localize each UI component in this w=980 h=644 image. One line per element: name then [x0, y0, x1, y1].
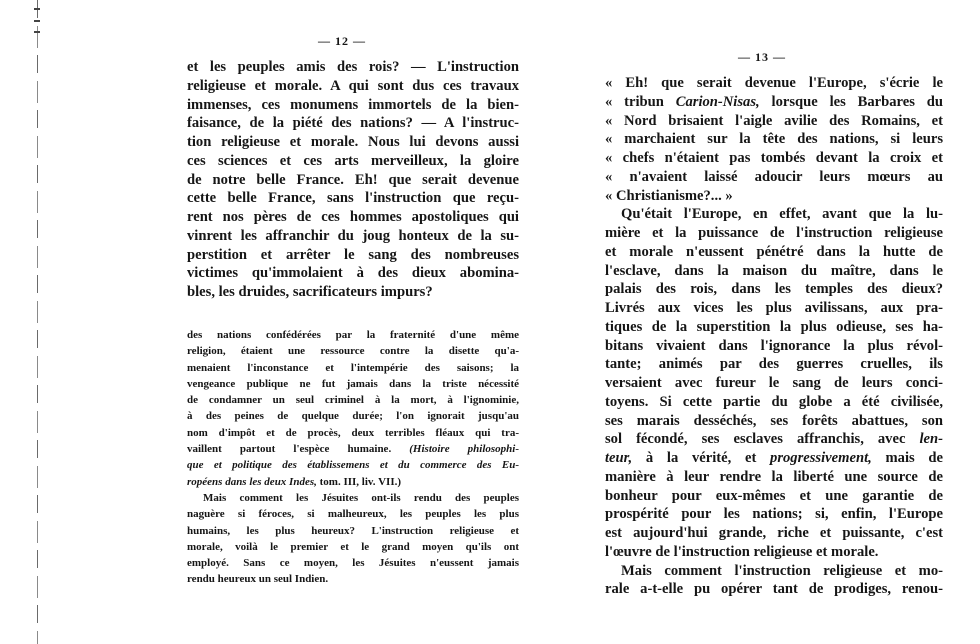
footnote-line: naguère si féroces, si malheureux, les peuples les plus: [187, 508, 519, 521]
footnote-line: des nations confédérées par la fraternité d'une même: [187, 329, 519, 341]
text-line: est aujourd'hui grande, riche et puissante, c'est: [605, 525, 943, 541]
text-line: toyens. Si cette partie du globe a été civilisée,: [605, 393, 943, 410]
footnote-text: vaillent partout l'espèce humaine.: [187, 443, 392, 456]
text-line: Livrés aux vices les plus avilissans, aux pra-: [605, 300, 943, 316]
footnote-line: nom d'impôt et de procès, deux terribles fléaux qui tra-: [187, 426, 519, 439]
text-line: cette belle France, sans l'instruction que reçu-: [187, 190, 519, 207]
text-line: perstition et arrêter le sang des nombreuses: [187, 246, 519, 263]
text-line: palais des rois, dans les temples des dieux?: [605, 281, 943, 298]
text-line: l'esclave, dans la maison du maître, dans le: [605, 262, 943, 279]
text-segment: mais de: [871, 450, 943, 466]
footnote-line: à des peines de quelque durée; l'on ignorait jusqu'au: [187, 410, 519, 423]
text-line: immenses, ces monumens immortels de la bien-: [187, 96, 519, 113]
quote-line: « Nord brisaient l'aigle avilie des Romains, et: [605, 112, 943, 129]
text-line: bles, les druides, sacrificateurs impurs?: [187, 284, 433, 300]
quote-text: « tribun: [605, 93, 676, 110]
text-line: victimes qu'immolaient à des dieux abomina-: [187, 265, 519, 282]
quote-line: « n'avaient laissé adoucir leurs mœurs au: [605, 168, 943, 185]
text-line: et les peuples amis des rois? — L'instruction: [187, 59, 519, 75]
citation-title: (Histoire philosophi-: [409, 443, 520, 456]
italic-word: teur,: [605, 450, 633, 466]
text-line: Qu'était l'Europe, en effet, avant que la lu-: [621, 206, 943, 223]
text-line: rent nos pères de ces hommes apostoliques qui: [187, 209, 519, 225]
text-line: tante; animés par des guerres cruelles, ils: [605, 356, 943, 373]
text-line: faisance, de la piété des nations? — A l'instruc-: [187, 115, 519, 132]
text-line: et morale n'eussent pénétré dans la hutte de: [605, 243, 943, 260]
quote-line: « marchaient sur la tête des nations, si leurs: [605, 131, 943, 148]
text-line: manière à leur rendre la liberté une source de: [605, 468, 943, 485]
text-line: mière et la puissance de l'instruction religieuse: [605, 225, 943, 241]
footnote-line: Mais comment les Jésuites ont-ils rendu des peuples: [203, 491, 519, 504]
text-line: religieuse et morale. A qui sont dus ces travaux: [187, 77, 519, 94]
text-line: versaient avec fureur le sang de leurs conci-: [605, 375, 943, 391]
text-line: vinrent les affranchir du joug honteux de la su-: [187, 227, 519, 244]
left-page-number: — 12 —: [318, 34, 366, 48]
italic-word: len-: [919, 431, 943, 448]
edge-mark: [34, 8, 40, 10]
footnote-line: menaient l'inconstance et l'intempérie des saisons; la: [187, 361, 519, 374]
footnote-line: humains, les plus heureux? L'instruction religieuse et: [187, 524, 519, 537]
footnote-line: vengeance publique ne fut jamais dans la triste nécessité: [187, 377, 519, 390]
citation-title: ropéens dans les deux Indes,: [187, 475, 317, 488]
text-line: tion religieuse et morale. Nous lui devons aussi: [187, 134, 519, 150]
footnote-line: [187, 441, 519, 457]
quote-text: lorsque les Barbares du: [759, 93, 943, 110]
footnote-line: morale, voilà le premier et le grand moyen qu'ils ont: [187, 540, 519, 553]
footnote-line: religion, étaient une ressource contre la disette qu'a-: [187, 345, 519, 358]
quote-line: « Christianisme?... »: [605, 187, 733, 204]
binding-gutter-line: [37, 0, 38, 644]
footnote-line: de condamner un seul criminel à la mort, à l'ignominie,: [187, 394, 519, 407]
footnote-line: employé. Sans ce moyen, les Jésuites n'eussent jamais: [187, 557, 519, 570]
text-segment: sol fécondé, ses esclaves affranchis, avec: [605, 431, 920, 448]
quote-line: « Eh! que serait devenue l'Europe, s'écrie le: [605, 75, 943, 91]
edge-mark: [34, 31, 40, 33]
text-line: l'œuvre de l'instruction religieuse et morale.: [605, 543, 879, 560]
text-line: Mais comment l'instruction religieuse et mo-: [621, 562, 943, 579]
footnote-line: rendu heureux un seul Indien.: [187, 573, 329, 586]
quote-line: « chefs n'étaient pas tombés devant la croix et: [605, 150, 943, 166]
text-line: bitans vivaient dans l'ignorance la plus révol-: [605, 337, 943, 354]
quoted-name: Carion-Nisas,: [675, 93, 760, 110]
quote-line: [605, 93, 943, 112]
text-line: prospérité pour les nations; si, enfin, l'Europe: [605, 506, 943, 523]
citation-title: que et politique des établissemens et du commerce des Eu-: [187, 459, 519, 472]
right-main-text: [605, 74, 943, 599]
text-line: ces sciences et ces arts merveilleux, la gloire: [187, 152, 519, 169]
right-page-number: — 13 —: [738, 50, 786, 64]
citation-reference: tom. III, liv. VII.): [316, 475, 402, 488]
text-line: ses marais desséchés, ses forêts abattues, son: [605, 412, 943, 429]
footnote-line: [187, 474, 519, 490]
text-line: [605, 430, 943, 449]
text-line: rale a-t-elle pu opérer tant de prodiges, renou-: [605, 581, 943, 598]
left-footnote: [187, 327, 519, 588]
text-line: tiques de la superstition la plus odieuse, ses ha-: [605, 318, 943, 335]
italic-word: progressivement,: [770, 450, 872, 466]
edge-mark: [34, 20, 40, 22]
text-line: bonheur pour eux-mêmes et une garantie de: [605, 487, 943, 504]
left-main-text: [187, 58, 519, 302]
text-line: de notre belle France. Eh! que serait devenue: [187, 171, 519, 188]
text-line: [605, 449, 943, 468]
text-segment: à la vérité, et: [632, 450, 771, 466]
